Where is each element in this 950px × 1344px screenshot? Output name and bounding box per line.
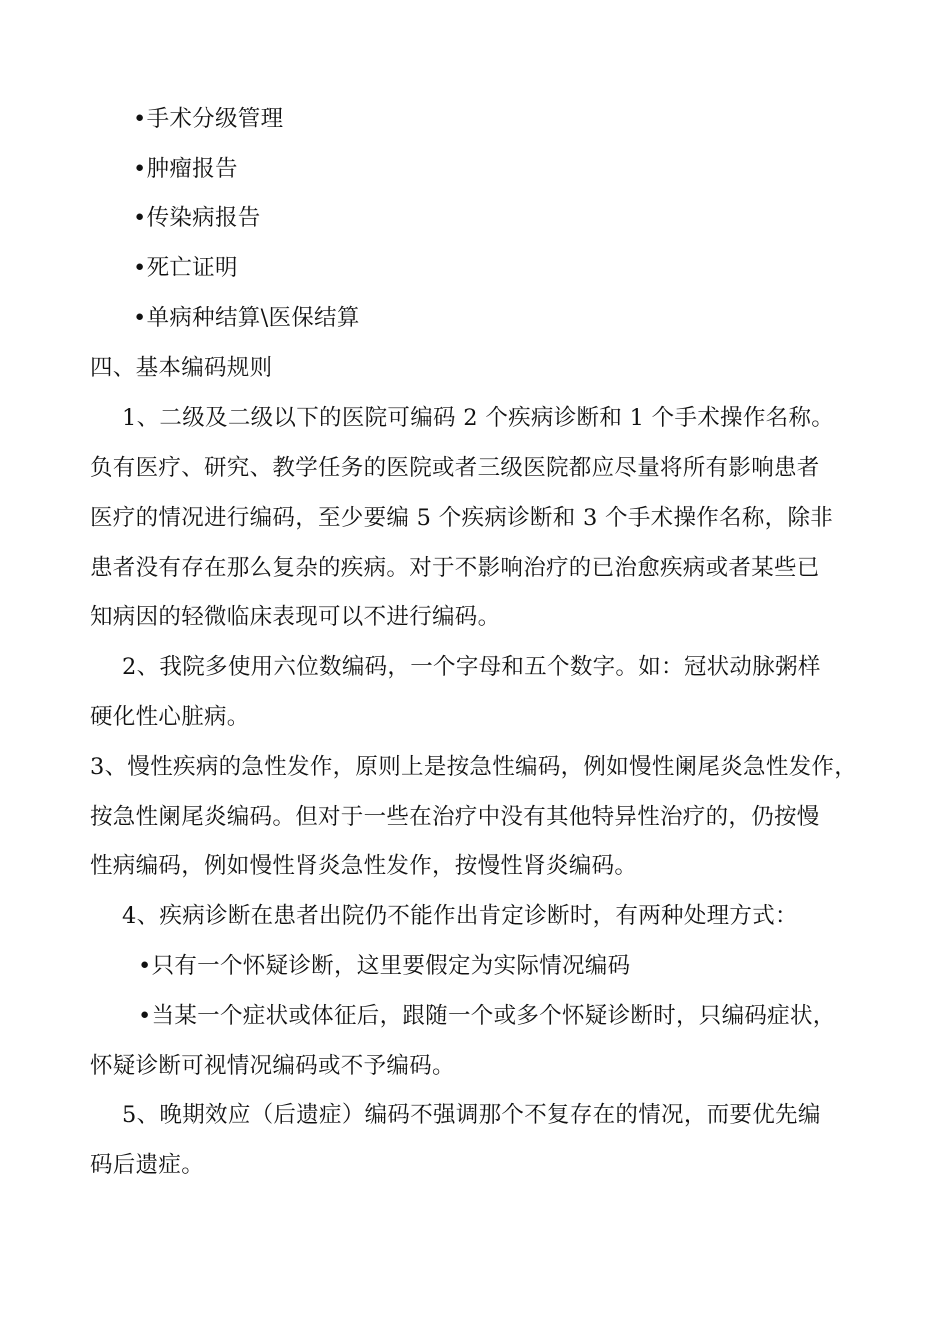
bullet-settlement: •单病种结算\医保结算 [133, 305, 360, 331]
rule5-line2: 码后遗症。 [90, 1152, 205, 1178]
bullet-infectious-disease-report: •传染病报告 [133, 205, 261, 231]
rule2-line1: 2、我院多使用六位数编码，一个字母和五个数字。如：冠状动脉粥样 [122, 654, 821, 680]
rule4-line1: 4、疾病诊断在患者出院仍不能作出肯定诊断时，有两种处理方式： [122, 903, 798, 929]
rule4-bullet2-line2: 怀疑诊断可视情况编码或不予编码。 [90, 1053, 455, 1079]
rule3-line1: 3、慢性疾病的急性发作，原则上是按急性编码，例如慢性阑尾炎急性发作， [90, 754, 858, 780]
rule1-line2: 负有医疗、研究、教学任务的医院或者三级医院都应尽量将所有影响患者 [90, 455, 820, 481]
rule3-line2: 按急性阑尾炎编码。但对于一些在治疗中没有其他特异性治疗的，仍按慢 [90, 804, 820, 830]
rule4-bullet2-line1: •当某一个症状或体征后，跟随一个或多个怀疑诊断时，只编码症状， [138, 1003, 836, 1029]
rule1-line4: 患者没有存在那么复杂的疾病。对于不影响治疗的已治愈疾病或者某些已 [90, 555, 820, 581]
bullet-death-certificate: •死亡证明 [133, 255, 238, 281]
rule1-line1: 1、二级及二级以下的医院可编码 2 个疾病诊断和 1 个手术操作名称。 [122, 405, 835, 431]
bullet-tumor-report: •肿瘤报告 [133, 156, 238, 182]
rule3-line3: 性病编码，例如慢性肾炎急性发作，按慢性肾炎编码。 [90, 853, 638, 879]
bullet-surgery-grading: •手术分级管理 [133, 106, 284, 132]
rule1-line3: 医疗的情况进行编码，至少要编 5 个疾病诊断和 3 个手术操作名称，除非 [90, 505, 834, 531]
rule4-bullet1: •只有一个怀疑诊断，这里要假定为实际情况编码 [138, 953, 631, 979]
rule5-line1: 5、晚期效应（后遗症）编码不强调那个不复存在的情况，而要优先编 [122, 1102, 821, 1128]
rule2-line2: 硬化性心脏病。 [90, 704, 250, 730]
rule1-line5: 知病因的轻微临床表现可以不进行编码。 [90, 604, 501, 630]
section-heading: 四、基本编码规则 [90, 355, 273, 381]
